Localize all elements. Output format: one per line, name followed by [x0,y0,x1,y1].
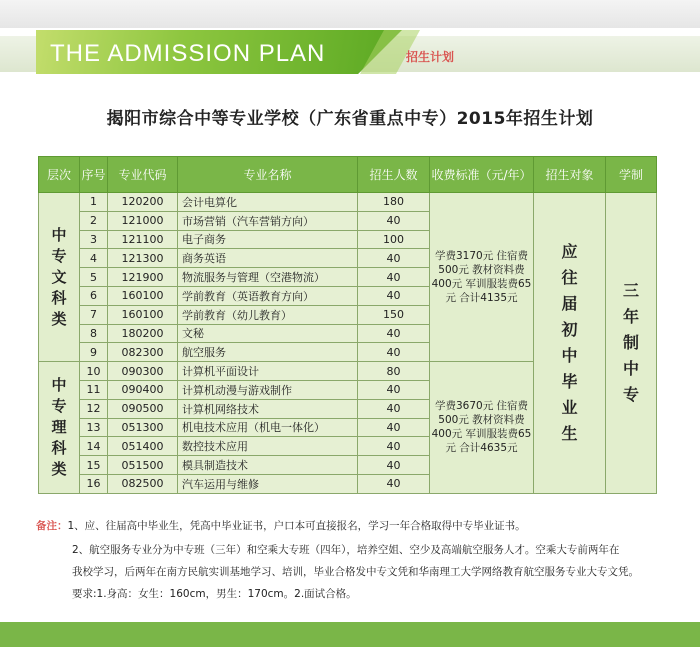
page-title: 揭阳市综合中等专业学校（广东省重点中专）2015年招生计划 [106,109,594,129]
row-seq: 11 [80,380,108,399]
row-seq: 4 [80,249,108,268]
group-label-science: 中专理科类 [39,362,80,494]
row-count: 40 [358,437,430,456]
row-name: 电子商务 [178,230,358,249]
row-name: 文秘 [178,324,358,343]
row-name: 计算机平面设计 [178,362,358,381]
header-count: 招生人数 [358,157,430,193]
row-code: 120200 [108,193,178,212]
row-name: 计算机网络技术 [178,399,358,418]
row-count: 180 [358,193,430,212]
row-count: 40 [358,343,430,362]
header-system: 学制 [606,157,657,193]
note-line-4: 要求:1.身高：女生：160cm，男生：170cm。2.面试合格。 [72,588,357,600]
row-seq: 2 [80,211,108,230]
row-code: 180200 [108,324,178,343]
row-code: 051300 [108,418,178,437]
row-code: 121100 [108,230,178,249]
row-code: 090400 [108,380,178,399]
banner-title: THE ADMISSION PLAN [50,40,326,67]
admission-table [38,156,657,494]
row-name: 物流服务与管理（空港物流） [178,268,358,287]
row-seq: 13 [80,418,108,437]
note-line-1 [36,518,526,533]
row-count: 40 [358,456,430,475]
row-count: 100 [358,230,430,249]
table-header-row [39,157,657,193]
row-count: 40 [358,286,430,305]
admission-target: 应往届初中毕业生 [534,193,606,494]
row-code: 082500 [108,474,178,493]
row-name: 商务英语 [178,249,358,268]
header-target: 招生对象 [534,157,606,193]
row-count: 150 [358,305,430,324]
row-count: 40 [358,380,430,399]
school-system: 三年制中专 [606,193,657,494]
row-code: 121900 [108,268,178,287]
group-label-arts: 中专文科类 [39,193,80,362]
row-seq: 8 [80,324,108,343]
row-code: 082300 [108,343,178,362]
row-seq: 1 [80,193,108,212]
footer-bar [0,622,700,647]
note-text-1: 1、应、往届高中毕业生，凭高中毕业证书，户口本可直接报名，学习一年合格取得中专毕业证书。 [67,520,526,532]
row-name: 学前教育（幼儿教育） [178,305,358,324]
row-name: 模具制造技术 [178,456,358,475]
row-name: 学前教育（英语教育方向） [178,286,358,305]
row-seq: 6 [80,286,108,305]
row-seq: 7 [80,305,108,324]
row-seq: 9 [80,343,108,362]
row-name: 会计电算化 [178,193,358,212]
row-count: 80 [358,362,430,381]
row-count: 40 [358,268,430,287]
row-code: 090500 [108,399,178,418]
row-code: 090300 [108,362,178,381]
row-seq: 5 [80,268,108,287]
banner-subtitle: 招生计划 [406,50,455,64]
header-name: 专业名称 [178,157,358,193]
row-seq: 12 [80,399,108,418]
note-line-3: 我校学习，后两年在南方民航实训基地学习、培训，毕业合格发中专文凭和华南理工大学网络教育航空服务专业大专文凭。 [72,566,639,578]
row-name: 汽车运用与维修 [178,474,358,493]
header-code: 专业代码 [108,157,178,193]
row-seq: 15 [80,456,108,475]
row-code: 051500 [108,456,178,475]
fee-science: 学费3670元 住宿费500元 教材资料费400元 军训服装费65元 合计4635元 [430,362,534,494]
row-name: 机电技术应用（机电一体化） [178,418,358,437]
header-seq: 序号 [80,157,108,193]
row-code: 121300 [108,249,178,268]
row-seq: 10 [80,362,108,381]
row-code: 121000 [108,211,178,230]
row-code: 160100 [108,305,178,324]
table-row [39,193,657,212]
row-count: 40 [358,399,430,418]
row-name: 计算机动漫与游戏制作 [178,380,358,399]
row-name: 航空服务 [178,343,358,362]
top-strip [0,0,700,28]
row-count: 40 [358,324,430,343]
row-seq: 14 [80,437,108,456]
header-level: 层次 [39,157,80,193]
header-fee: 收费标准（元/年） [430,157,534,193]
row-count: 40 [358,249,430,268]
row-name: 市场营销（汽车营销方向） [178,211,358,230]
fee-arts: 学费3170元 住宿费500元 教材资料费400元 军训服装费65元 合计4135元 [430,193,534,362]
row-code: 051400 [108,437,178,456]
note-label: 备注： [36,520,68,532]
row-count: 40 [358,474,430,493]
row-seq: 16 [80,474,108,493]
row-code: 160100 [108,286,178,305]
note-line-2: 2、航空服务专业分为中专班（三年）和空乘大专班（四年），培养空姐、空少及高端航空服务人才。空乘大专前两年在 [72,544,620,556]
row-seq: 3 [80,230,108,249]
row-name: 数控技术应用 [178,437,358,456]
row-count: 40 [358,418,430,437]
row-count: 40 [358,211,430,230]
